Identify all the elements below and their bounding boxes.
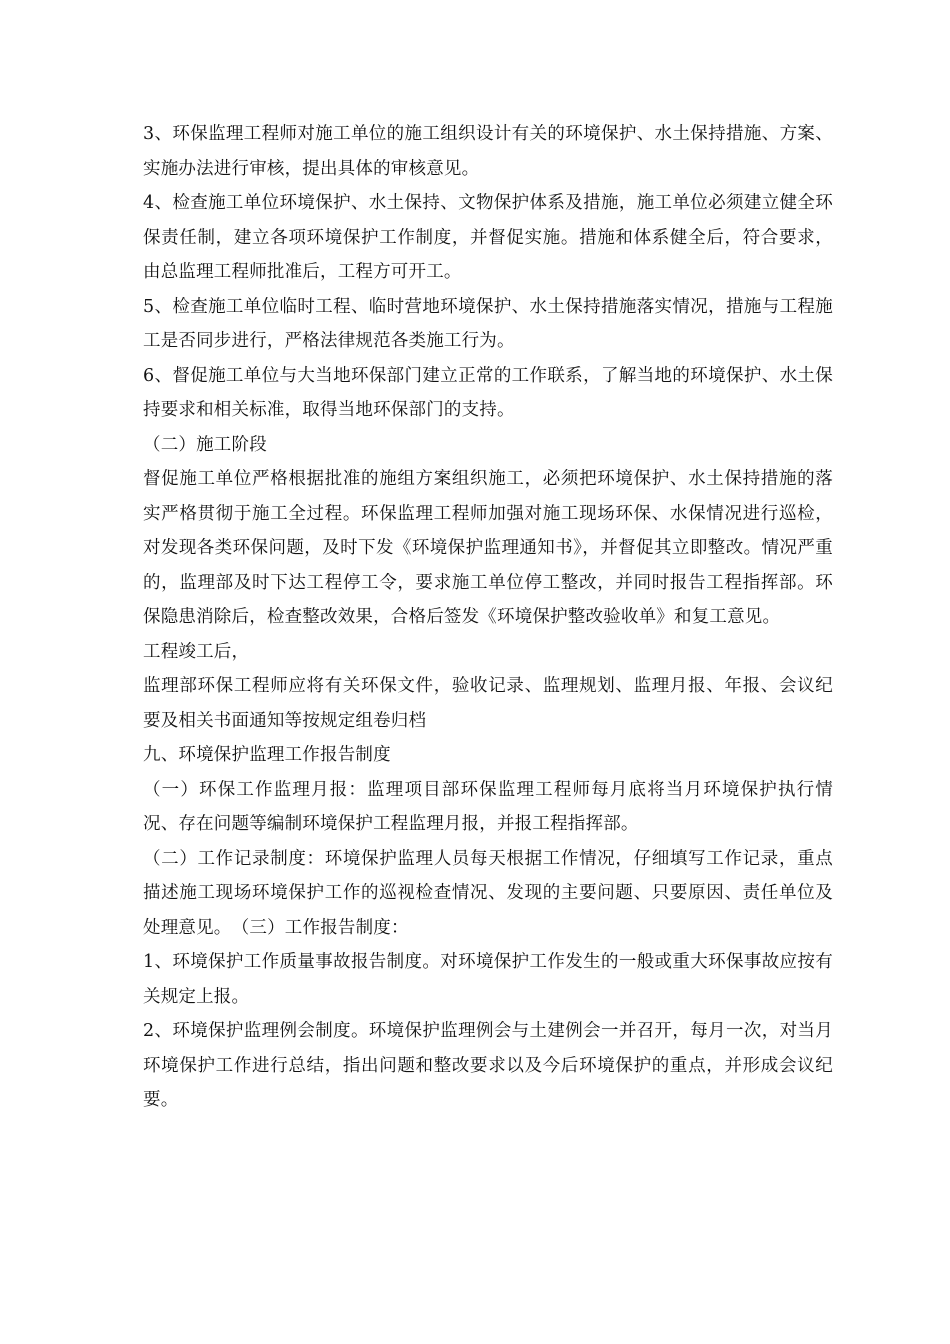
paragraph-item-6-liaison: 6、督促施工单位与大当地环保部门建立正常的工作联系，了解当地的环境保护、水土保持要求和相关标准，取得当地环保部门的支持。: [143, 365, 833, 420]
paragraph-construction-supervision: 督促施工单位严格根据批准的施组方案组织施工，必须把环境保护、水土保持措施的落实严格贯彻于施工全过程。环保监理工程师加强对施工现场环保、水保情况进行巡检，对发现各类环保问题，及时下发《环境保护监理通知书》，并督促其立即整改。情况严重的，监理部及时下达工程停工令，要求施工单位停工整改，并同时报告工程指挥部。环保隐患消除后，检查整改效果，合格后签发《环境保护整改验收单》和复工意见。: [143, 469, 833, 627]
paragraph-archiving: 监理部环保工程师应将有关环保文件，验收记录、监理规划、监理月报、年报、会议纪要及相关书面通知等按规定组卷归档: [143, 676, 833, 731]
paragraph-work-records: （二）工作记录制度：环境保护监理人员每天根据工作情况，仔细填写工作记录，重点描述施工现场环境保护工作的巡视检查情况、发现的主要问题、只要原因、责任单位及处理意见。 （三）工作报告制度：: [143, 848, 833, 938]
paragraph-item-5-temporary-works: 5、检查施工单位临时工程、临时营地环境保护、水土保持措施落实情况，措施与工程施工是否同步进行，严格法律规范各类施工行为。: [143, 296, 833, 351]
paragraph-monthly-report: （一）环保工作监理月报：监理项目部环保监理工程师每月底将当月环境保护执行情况、存在问题等编制环境保护工程监理月报，并报工程指挥部。: [143, 779, 833, 834]
paragraph-accident-reporting: 1、环境保护工作质量事故报告制度。对环境保护工作发生的一般或重大环保事故应按有关规定上报。: [143, 952, 833, 1007]
paragraph-item-4-inspection: 4、检查施工单位环境保护、水土保持、文物保护体系及措施，施工单位必须建立健全环保责任制，建立各项环境保护工作制度，并督促实施。措施和体系健全后，符合要求，由总监理工程师批准后，工程方可开工。: [143, 193, 833, 282]
section-heading-construction-stage: （二）施工阶段: [143, 434, 267, 455]
paragraph-regular-meeting: 2、环境保护监理例会制度。环境保护监理例会与土建例会一并召开，每月一次，对当月环境保护工作进行总结，指出问题和整改要求以及今后环境保护的重点，并形成会议纪要。: [143, 1021, 833, 1110]
document-body: [143, 117, 833, 1118]
paragraph-after-completion: 工程竣工后，: [143, 641, 250, 662]
section-heading-reporting-system: 九、环境保护监理工作报告制度: [143, 745, 391, 765]
paragraph-item-3-review: 3、环保监理工程师对施工单位的施工组织设计有关的环境保护、水土保持措施、方案、实施办法进行审核，提出具体的审核意见。: [143, 124, 833, 179]
